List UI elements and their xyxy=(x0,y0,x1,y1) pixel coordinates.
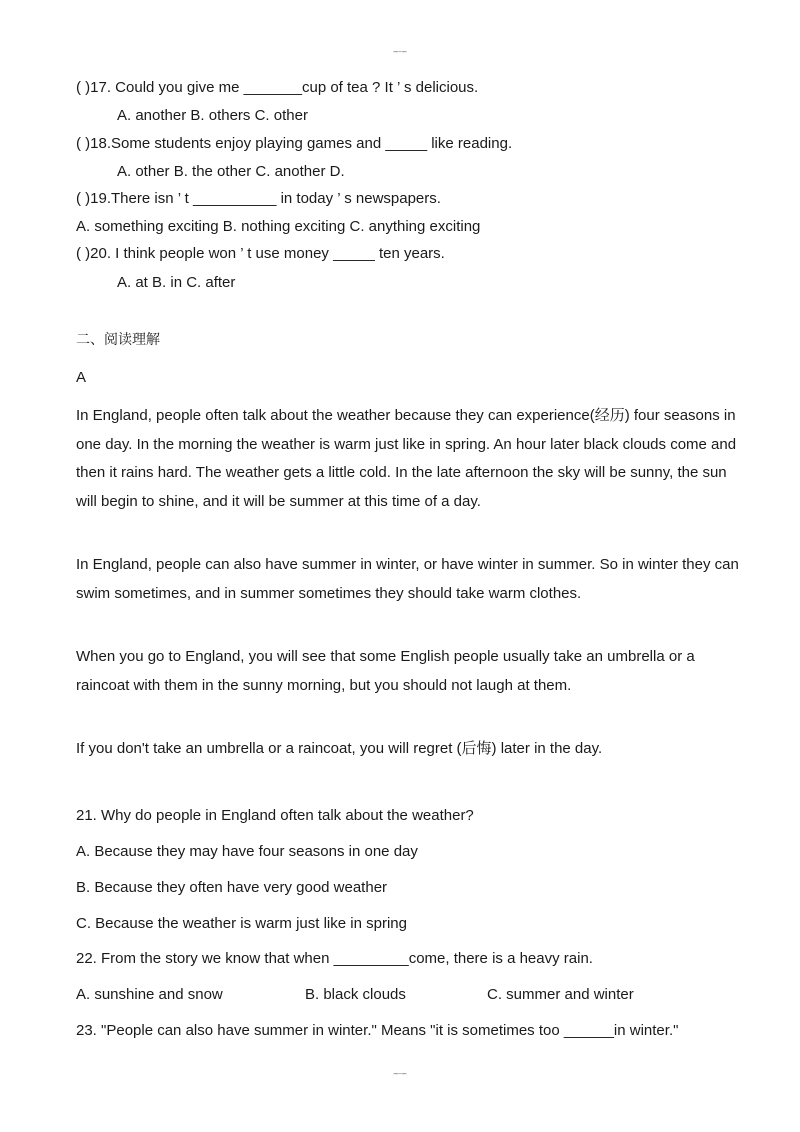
passage-paragraph-2: In England, people can also have summer in winter, or have winter in summer. So in winter they can swim sometimes, and in summer sometimes they should take warm clothes. xyxy=(76,556,739,602)
section-title: 二、阅读理解 xyxy=(76,332,160,348)
question-17-stem: ( )17. Could you give me _______cup of tea ? It ’ s delicious. xyxy=(76,79,479,96)
question-22-option-c: C. summer and winter xyxy=(487,986,634,1003)
question-19-stem: ( )19.There isn ’ t __________ in today ’ s newspapers. xyxy=(76,190,441,207)
question-17-options: A. another B. others C. other xyxy=(117,107,308,124)
question-18-stem: ( )18.Some students enjoy playing games and _____ like reading. xyxy=(76,135,513,152)
question-22-option-a: A. sunshine and snow xyxy=(76,986,223,1003)
question-20-stem: ( )20. I think people won ’ t use money _____ ten years. xyxy=(76,245,445,262)
page-header-mark: –·– xyxy=(393,46,407,56)
question-18-options: A. other B. the other C. another D. xyxy=(117,163,345,180)
question-22-option-b: B. black clouds xyxy=(305,986,406,1003)
question-19-options: A. something exciting B. nothing exciting C. anything exciting xyxy=(76,218,481,235)
passage-paragraph-4: If you don't take an umbrella or a raincoat, you will regret (后悔) later in the day. xyxy=(76,740,603,757)
question-22-stem: 22. From the story we know that when _________come, there is a heavy rain. xyxy=(76,950,593,967)
passage-paragraph-1: In England, people often talk about the weather because they can experience(经历) four seasons in one day. In the morning the weather is warm just like in spring. An hour later black clouds come and then it rains hard. The weather gets a little cold. In the late afternoon the sky will be sunny, the sun will begin to shine, and it will be summer at this time of a day. xyxy=(76,407,737,510)
question-21-stem: 21. Why do people in England often talk about the weather? xyxy=(76,807,474,824)
passage-paragraph-3: When you go to England, you will see that some English people usually take an umbrella or a raincoat with them in the sunny morning, but you should not laugh at them. xyxy=(76,648,695,694)
question-21-option-a: A. Because they may have four seasons in one day xyxy=(76,843,418,860)
question-21-option-c: C. Because the weather is warm just like in spring xyxy=(76,915,407,932)
question-21-option-b: B. Because they often have very good weather xyxy=(76,879,388,896)
question-23-stem: 23. "People can also have summer in winter." Means "it is sometimes too ______in winter." xyxy=(76,1022,679,1039)
page-footer-mark: –·– xyxy=(393,1068,407,1078)
question-20-options: A. at B. in C. after xyxy=(117,274,236,291)
passage-label: A xyxy=(76,369,87,386)
